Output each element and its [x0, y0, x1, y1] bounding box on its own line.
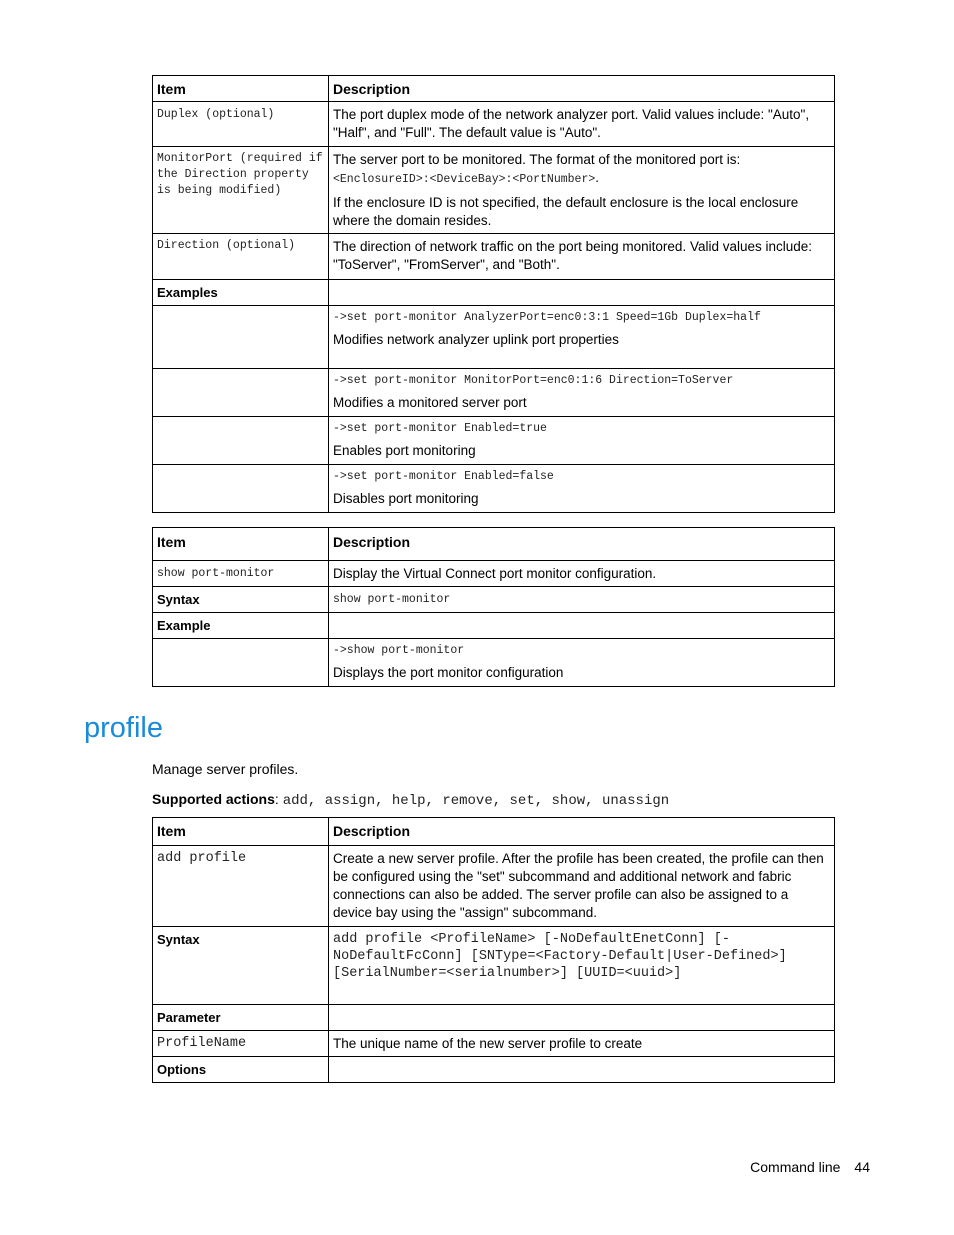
table-row [153, 234, 835, 280]
row-description-text: The server port to be monitored. The format of the monitored port is: [333, 152, 741, 167]
header-description: Description [329, 818, 835, 846]
empty-cell [329, 1057, 835, 1083]
supported-actions-label: Supported actions [152, 791, 275, 807]
example-cell [329, 417, 835, 465]
port-format [333, 169, 830, 189]
row-description-note: If the enclosure ID is not specified, the default enclosure is the local enclosure where the domain resides. [333, 195, 799, 228]
parameter-description: The unique name of the new server profile to create [329, 1031, 835, 1057]
empty-cell [329, 613, 835, 639]
options-label-row [153, 1057, 835, 1083]
syntax-row [153, 587, 835, 613]
example-cell [329, 465, 835, 513]
row-description: The direction of network traffic on the port being monitored. Valid values include: "ToServer", "FromServer", and "Both". [329, 234, 835, 280]
example-description: Modifies a monitored server port [333, 395, 527, 410]
empty-cell [329, 280, 835, 306]
example-cell [329, 306, 835, 369]
empty-cell [153, 639, 329, 687]
command-description: Display the Virtual Connect port monitor configuration. [329, 561, 835, 587]
row-item: Duplex (optional) [153, 102, 329, 147]
example-label: Example [153, 613, 329, 639]
empty-cell [153, 465, 329, 513]
header-item: Item [153, 76, 329, 102]
syntax-value: show port-monitor [329, 587, 835, 613]
row-description: The port duplex mode of the network analyzer port. Valid values include: "Auto", "Half", and "Full". The default value is "Auto". [329, 102, 835, 147]
command-name: show port-monitor [153, 561, 329, 587]
supported-actions: Supported actions: add, assign, help, remove, set, show, unassign [152, 791, 670, 809]
example-row [153, 306, 835, 369]
page-footer [750, 1159, 870, 1175]
row-description [329, 147, 835, 234]
command-name: add profile [153, 846, 329, 927]
example-command: ->set port-monitor Enabled=false [333, 470, 554, 483]
empty-cell [153, 306, 329, 369]
example-command: ->set port-monitor Enabled=true [333, 422, 547, 435]
examples-label-row [153, 280, 835, 306]
supported-actions-list: add, assign, help, remove, set, show, unassign [282, 793, 670, 809]
page-number: 44 [854, 1159, 870, 1175]
section-intro: Manage server profiles. [152, 761, 299, 777]
section-title: profile [84, 712, 163, 744]
table-header-row [153, 528, 835, 561]
empty-cell [329, 1005, 835, 1031]
parameter-name: ProfileName [153, 1031, 329, 1057]
syntax-value: add profile <ProfileName> [-NoDefaultEnetConn] [-NoDefaultFcConn] [SNType=<Factory-Default|User-Defined>] [SerialNumber=<serialnumber>] [UUID=<uuid>] [329, 927, 835, 1005]
example-command: ->show port-monitor [333, 644, 465, 657]
empty-cell [153, 369, 329, 417]
show-port-monitor-table [152, 527, 835, 687]
header-item: Item [153, 818, 329, 846]
syntax-label: Syntax [153, 927, 329, 1005]
example-label-row [153, 613, 835, 639]
command-description: Create a new server profile. After the profile has been created, the profile can then be configured using the "set" subcommand and additional network and fabric connections can also be added. The server profile can also be assigned to a device bay using the "assign" subcommand. [329, 846, 835, 927]
syntax-label: Syntax [153, 587, 329, 613]
table-row [153, 102, 835, 147]
example-description: Displays the port monitor configuration [333, 665, 564, 680]
example-command: ->set port-monitor AnalyzerPort=enc0:3:1 Speed=1Gb Duplex=half [333, 311, 761, 324]
add-profile-table [152, 817, 835, 1083]
example-cell [329, 369, 835, 417]
example-description: Enables port monitoring [333, 443, 476, 458]
examples-label: Examples [153, 280, 329, 306]
example-cell [329, 639, 835, 687]
example-row [153, 417, 835, 465]
parameter-label: Parameter [153, 1005, 329, 1031]
header-description: Description [329, 528, 835, 561]
table-header-row [153, 818, 835, 846]
header-description: Description [329, 76, 835, 102]
empty-cell [153, 417, 329, 465]
example-row [153, 465, 835, 513]
parameter-row [153, 1031, 835, 1057]
header-item: Item [153, 528, 329, 561]
port-format-code: <EnclosureID>:<DeviceBay>:<PortNumber> [333, 173, 596, 186]
example-command: ->set port-monitor MonitorPort=enc0:1:6 Direction=ToServer [333, 374, 734, 387]
table-row [153, 561, 835, 587]
footer-section: Command line [750, 1159, 841, 1175]
syntax-row [153, 927, 835, 1005]
row-item: Direction (optional) [153, 234, 329, 280]
table-row [153, 846, 835, 927]
example-description: Disables port monitoring [333, 491, 479, 506]
example-description: Modifies network analyzer uplink port properties [333, 332, 619, 347]
example-row [153, 369, 835, 417]
options-label: Options [153, 1057, 329, 1083]
row-item: MonitorPort (required if the Direction property is being modified) [153, 147, 329, 234]
port-format-suffix: . [595, 170, 600, 185]
table-header-row [153, 76, 835, 102]
table-row [153, 147, 835, 234]
parameter-label-row [153, 1005, 835, 1031]
example-row [153, 639, 835, 687]
port-monitor-set-table [152, 75, 835, 513]
